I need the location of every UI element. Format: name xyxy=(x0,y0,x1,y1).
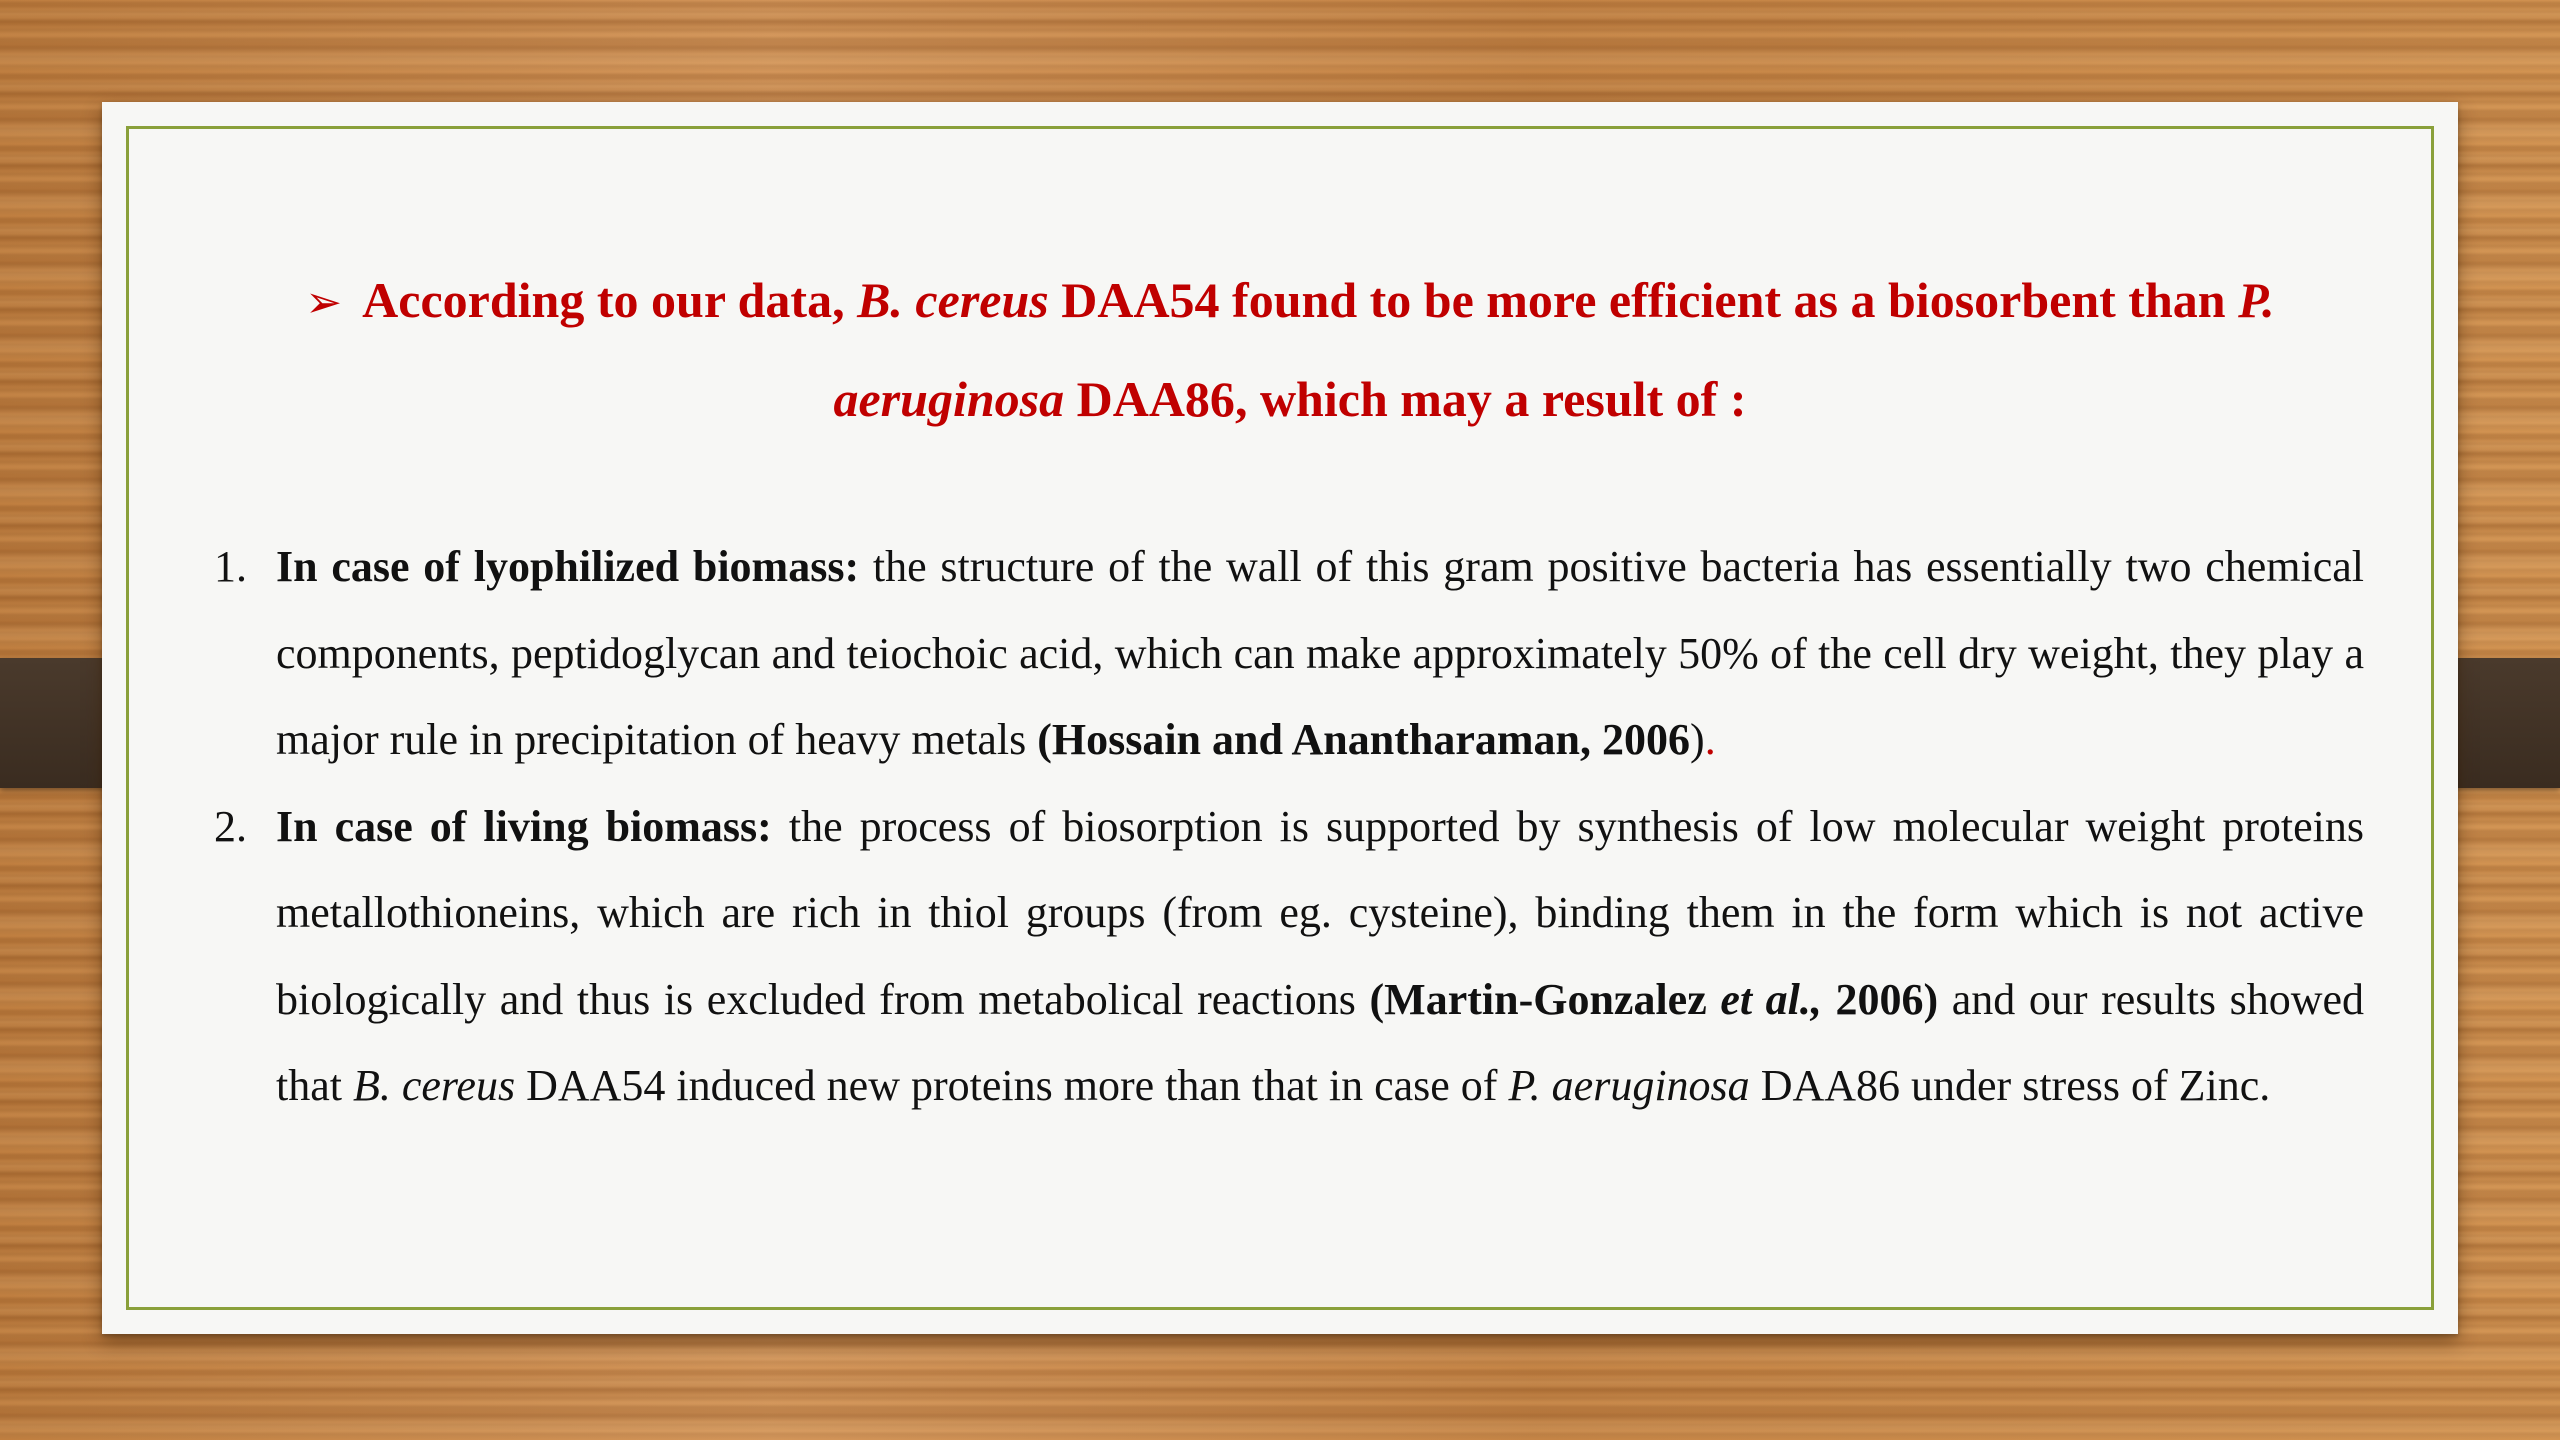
point-text4: DAA86 under stress of Zinc. xyxy=(1749,1061,2271,1110)
point-text3: DAA54 induced new proteins more than that in case of xyxy=(515,1061,1509,1110)
list-item xyxy=(214,524,2364,784)
points-list xyxy=(214,524,2364,1130)
slide-headline xyxy=(240,252,2340,447)
point-lead: In case of lyophilized biomass: xyxy=(276,542,860,591)
headline-part1: According to our data, xyxy=(362,272,858,328)
point-citation-etal: et al., xyxy=(1720,974,1822,1024)
point-citation: (Hossain and Anantharaman, 2006 xyxy=(1037,715,1691,764)
point-species2: P. aeruginosa xyxy=(1508,1061,1750,1110)
point-text: the process of biosorption is supported by synthesis of low molecular weight proteins metallothioneins, which are rich in thiol groups (from eg. cysteine), binding them in the form which is not active biologically and thus is excluded from metabolical reactions xyxy=(276,801,2364,1024)
list-item xyxy=(214,784,2364,1130)
point-citation-close: ) xyxy=(1690,715,1705,764)
point-citation-a: (Martin-Gonzalez xyxy=(1369,974,1721,1024)
headline-species2: P. aeruginosa xyxy=(833,272,2275,427)
list-item-number: 2. xyxy=(214,801,247,851)
headline-part2: DAA54 found to be more efficient as a biosorbent than xyxy=(1048,272,2239,328)
point-text: the structure of the wall of this gram positive bacteria has essentially two chemical components, peptidoglycan and teiochoic acid, which can make approximately 50% of the cell dry weight, they play a major rule in precipitation of heavy metals xyxy=(276,542,2365,764)
point-species1: B. cereus xyxy=(352,1061,516,1110)
arrow-bullet-icon: ➢ xyxy=(305,277,343,328)
point-text2: and our results showed that xyxy=(276,974,2364,1110)
headline-part4: , which may a result of : xyxy=(1234,371,1747,427)
point-end: . xyxy=(1704,715,1716,764)
point-citation-b: 2006) xyxy=(1821,974,1939,1024)
list-item-number: 1. xyxy=(214,542,247,591)
headline-species1: B. cereus xyxy=(857,272,1049,328)
headline-part3: DAA86 xyxy=(1064,371,1235,427)
point-lead: In case of living biomass: xyxy=(276,801,772,851)
